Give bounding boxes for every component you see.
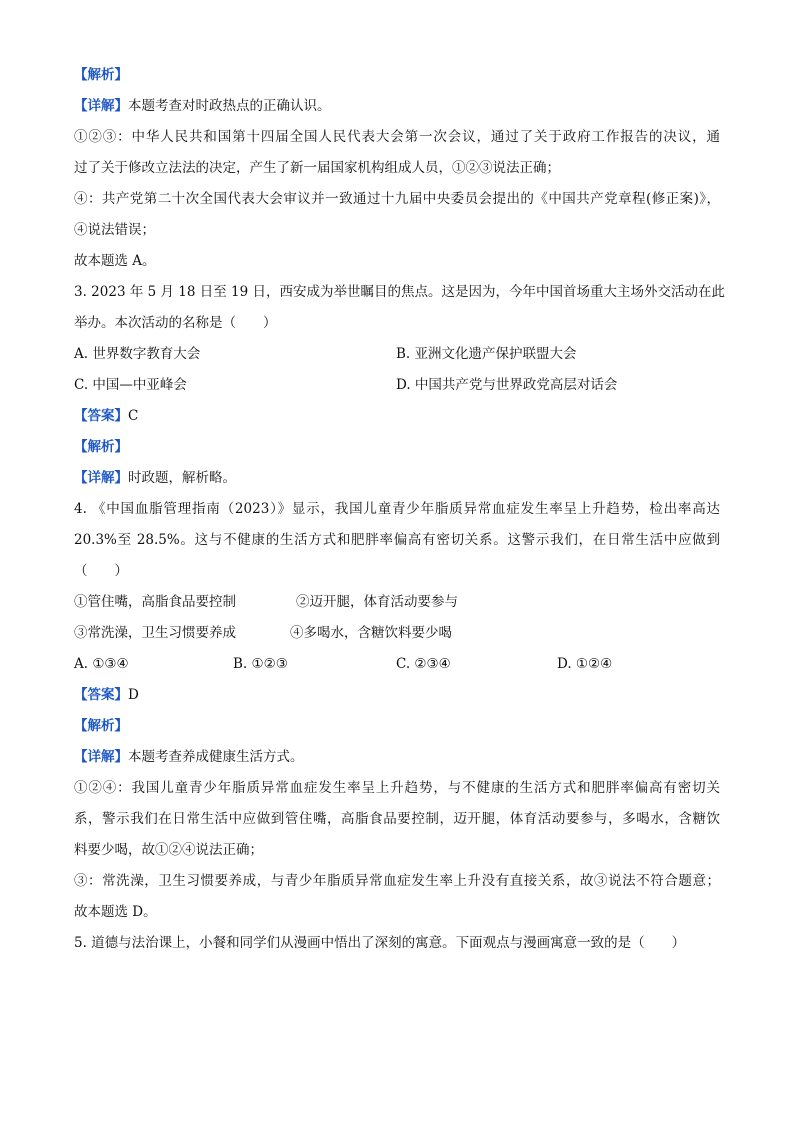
q2-p1-line2: 过了关于修改立法法的决定，产生了新一届国家机构组成人员，①②③说法正确； bbox=[74, 160, 560, 176]
q3-xiangjie-tag: 【详解】 bbox=[74, 470, 128, 486]
q4-answer-line bbox=[74, 685, 139, 705]
q2-xiangjie-text: 本题考查对时政热点的正确认识。 bbox=[128, 98, 331, 114]
q3-jiexi-tag: 【解析】 bbox=[74, 439, 128, 455]
q4-item-2: ②迈开腿，体育活动要参与 bbox=[296, 594, 458, 610]
q4-conclusion: 故本题选 D。 bbox=[74, 904, 157, 920]
q4-xiangjie-text: 本题考查养成健康生活方式。 bbox=[128, 749, 304, 765]
q4-p1-line1: ①②④：我国儿童青少年脂质异常血症发生率呈上升趋势，与不健康的生活方式和肥胖率偏高有密切关 bbox=[74, 780, 720, 796]
q4-p2-line1: ③：常洗澡，卫生习惯要养成，与青少年脂质异常血症发生率上升没有直接关系，故③说法不符合题意； bbox=[74, 873, 720, 889]
q4-answer-tag: 【答案】 bbox=[74, 687, 128, 703]
q4-p1-line3: 料要少喝，故①②④说法正确； bbox=[74, 842, 263, 858]
q4-option-c: C. ②③④ bbox=[396, 656, 451, 672]
q2-p2-line1: ④：共产党第二十次全国代表大会审议并一致通过十九届中央委员会提出的《中国共产党章程(修正案)》， bbox=[74, 191, 720, 207]
q4-stem-line3: （ ） bbox=[74, 563, 128, 579]
q4-item-4: ④多喝水，含糖饮料要少喝 bbox=[290, 625, 452, 641]
q3-xiangjie-line bbox=[74, 468, 236, 488]
q4-jiexi-tag: 【解析】 bbox=[74, 718, 128, 734]
q3-option-a: A. 世界数字教育大会 bbox=[74, 346, 201, 362]
q3-option-d: D. 中国共产党与世界政党高层对话会 bbox=[396, 377, 618, 393]
q4-option-a: A. ①③④ bbox=[74, 656, 129, 672]
q5-stem-line1: 5. 道德与法治课上，小餐和同学们从漫画中悟出了深刻的寓意。下面观点与漫画寓意一致的是（ ） bbox=[74, 935, 686, 951]
q3-xiangjie-text: 时政题，解析略。 bbox=[128, 470, 236, 486]
q3-stem-line2: 举办。本次活动的名称是（ ） bbox=[74, 315, 277, 331]
q2-conclusion: 故本题选 A。 bbox=[74, 253, 156, 269]
q4-stem-line1: 4. 《中国血脂管理指南（2023）》显示，我国儿童青少年脂质异常血症发生率呈上升趋势，检出率高达 bbox=[74, 501, 720, 517]
q4-answer: D bbox=[128, 687, 139, 703]
q3-answer-line bbox=[74, 406, 138, 426]
q4-item-1: ①管住嘴，高脂食品要控制 bbox=[74, 594, 236, 610]
q4-option-d: D. ①②④ bbox=[557, 656, 613, 672]
q2-jiexi-tag: 【解析】 bbox=[74, 67, 128, 83]
q3-answer-tag: 【答案】 bbox=[74, 408, 128, 424]
q4-item-3: ③常洗澡，卫生习惯要养成 bbox=[74, 625, 236, 641]
q3-option-b: B. 亚洲文化遗产保护联盟大会 bbox=[396, 346, 577, 362]
q2-p2-line2: ④说法错误； bbox=[74, 222, 155, 238]
q4-stem-line2: 20.3%至 28.5%。这与不健康的生活方式和肥胖率偏高有密切关系。这警示我们，在日常生活中应做到 bbox=[74, 532, 720, 548]
q2-p1-line1: ①②③：中华人民共和国第十四届全国人民代表大会第一次会议，通过了关于政府工作报告的决议，通 bbox=[74, 129, 720, 145]
q4-p1-line2: 系，警示我们在日常生活中应做到管住嘴，高脂食品要控制，迈开腿，体育活动要参与，多喝水，含糖饮 bbox=[74, 811, 720, 827]
q4-xiangjie-tag: 【详解】 bbox=[74, 749, 128, 765]
q3-answer: C bbox=[128, 408, 139, 424]
q4-xiangjie-line bbox=[74, 747, 304, 767]
q2-xiangjie-line bbox=[74, 96, 331, 116]
q3-stem-line1: 3. 2023 年 5 月 18 日至 19 日，西安成为举世瞩目的焦点。这是因为，今年中国首场重大主场外交活动在此 bbox=[74, 284, 726, 300]
q4-option-b: B. ①②③ bbox=[233, 656, 288, 672]
q2-xiangjie-tag: 【详解】 bbox=[74, 98, 128, 114]
q3-option-c: C. 中国—中亚峰会 bbox=[74, 377, 187, 393]
